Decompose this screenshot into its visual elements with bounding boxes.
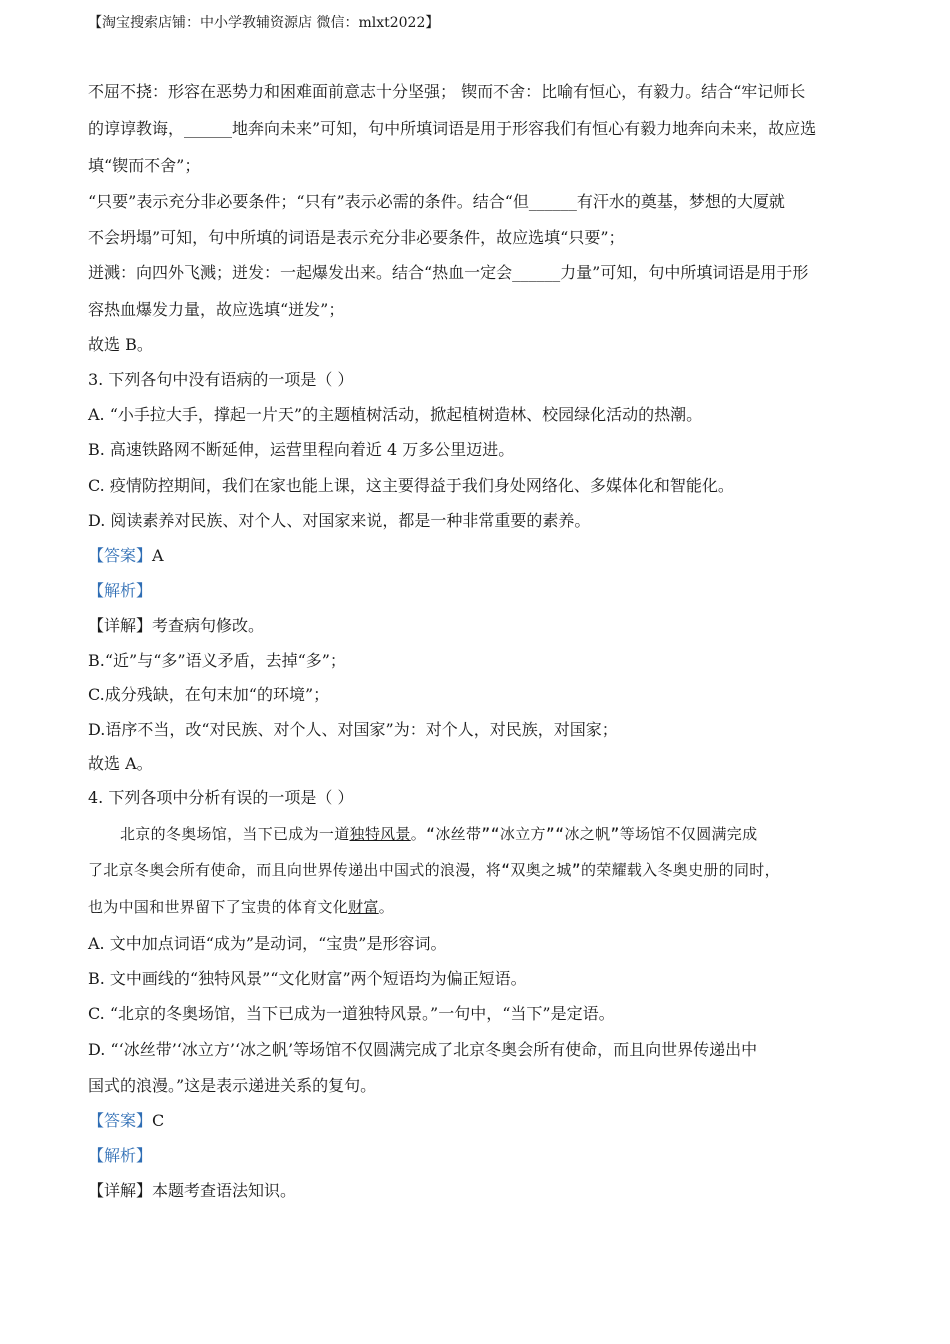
q3-explain-d: D.语序不当，改“对民族、对个人、对国家”为：对个人，对民族，对国家； [88, 720, 618, 739]
question-4-option-b: B. 文中画线的“独特风景”“文化财富”两个短语均为偏正短语。 [88, 969, 527, 988]
q4-analysis-label: 【解析】 [88, 1146, 153, 1165]
question-4-option-d-cont: 国式的浪漫。”这是表示递进关系的复句。 [88, 1076, 377, 1095]
detail-text: 本题考查语法知识。 [152, 1181, 297, 1200]
underlined-phrase: 独特风景 [349, 825, 411, 843]
text-line: 填“锲而不舍”； [88, 156, 201, 175]
text-line: 的谆谆教诲，______地奔向未来”可知，句中所填词语是用于形容我们有恒心有毅力地奔向未来，故应选 [88, 119, 817, 138]
question-4-option-a: A. 文中加点词语“成为”是动词，“宝贵”是形容词。 [88, 934, 447, 953]
conclusion-line: 故选 B。 [88, 335, 153, 354]
passage-text: 。“冰丝带”“冰立方”“冰之帆”等场馆不仅圆满完成 [410, 825, 758, 843]
detail-text: 考查病句修改。 [152, 616, 265, 635]
answer-label: 【答案】 [88, 1111, 153, 1130]
text-line: 容热血爆发力量，故应选填“迸发”； [88, 300, 345, 319]
passage-line [120, 824, 757, 844]
q3-answer [88, 546, 164, 566]
page-header: 【淘宝搜索店铺：中小学教辅资源店 微信：mlxt2022】 [88, 15, 440, 31]
q3-explain-b: B.“近”与“多”语义矛盾，去掉“多”； [88, 651, 346, 670]
detail-label: 【详解】 [88, 616, 153, 635]
question-3-option-b: B. 高速铁路网不断延伸，运营里程向着近 4 万多公里迈进。 [88, 440, 515, 459]
answer-value: A [152, 546, 164, 565]
q4-detail [88, 1181, 296, 1201]
question-3-option-c: C. 疫情防控期间，我们在家也能上课，这主要得益于我们身处网络化、多媒体化和智能化。 [88, 476, 734, 495]
answer-label: 【答案】 [88, 546, 153, 565]
detail-label: 【详解】 [88, 1181, 153, 1200]
question-3-stem: 3. 下列各句中没有语病的一项是（ ） [88, 370, 354, 389]
passage-text: 北京的冬奥场馆，当下已成为一道 [120, 825, 350, 843]
question-4-option-c: C. “北京的冬奥场馆，当下已成为一道独特风景。”一句中，“当下”是定语。 [88, 1004, 615, 1023]
text-line: “只要”表示充分非必要条件；“只有”表示必需的条件。结合“但______有汗水的奠基，梦想的大厦就 [88, 192, 785, 211]
q3-analysis-label: 【解析】 [88, 581, 153, 600]
text-line: 不会坍塌”可知，句中所填的词语是表示充分非必要条件，故应选填“只要”； [88, 228, 625, 247]
underlined-phrase: 财富 [348, 898, 379, 916]
passage-line: 了北京冬奥会所有使命，而且向世界传递出中国式的浪漫，将“双奥之城”的荣耀载入冬奥史册的同时， [88, 861, 780, 879]
q3-detail [88, 616, 264, 636]
passage-line [88, 897, 394, 917]
q3-explain-c: C.成分残缺，在句末加“的环境”； [88, 685, 330, 704]
question-4-option-d: D. “‘冰丝带’‘冰立方’‘冰之帆’等场馆不仅圆满完成了北京冬奥会所有使命，而且向世界传递出中 [88, 1040, 758, 1059]
passage-text: 也为中国和世界留下了宝贵的体育文化 [88, 898, 349, 916]
passage-text: 。 [378, 898, 395, 916]
question-4-stem: 4. 下列各项中分析有误的一项是（ ） [88, 788, 354, 807]
q4-answer [88, 1111, 164, 1131]
q3-choice: 故选 A。 [88, 754, 153, 773]
text-line: 迸溅：向四外飞溅；迸发：一起爆发出来。结合“热血一定会______力量”可知，句中所填词语是用于形 [88, 263, 809, 282]
question-3-option-a: A. “小手拉大手，撑起一片天”的主题植树活动，掀起植树造林、校园绿化活动的热潮。 [88, 405, 703, 424]
text-line: 不屈不挠：形容在恶势力和困难面前意志十分坚强； 锲而不舍：比喻有恒心，有毅力。结合“牢记师长 [88, 82, 806, 101]
answer-value: C [152, 1111, 165, 1130]
question-3-option-d: D. 阅读素养对民族、对个人、对国家来说，都是一种非常重要的素养。 [88, 511, 591, 530]
